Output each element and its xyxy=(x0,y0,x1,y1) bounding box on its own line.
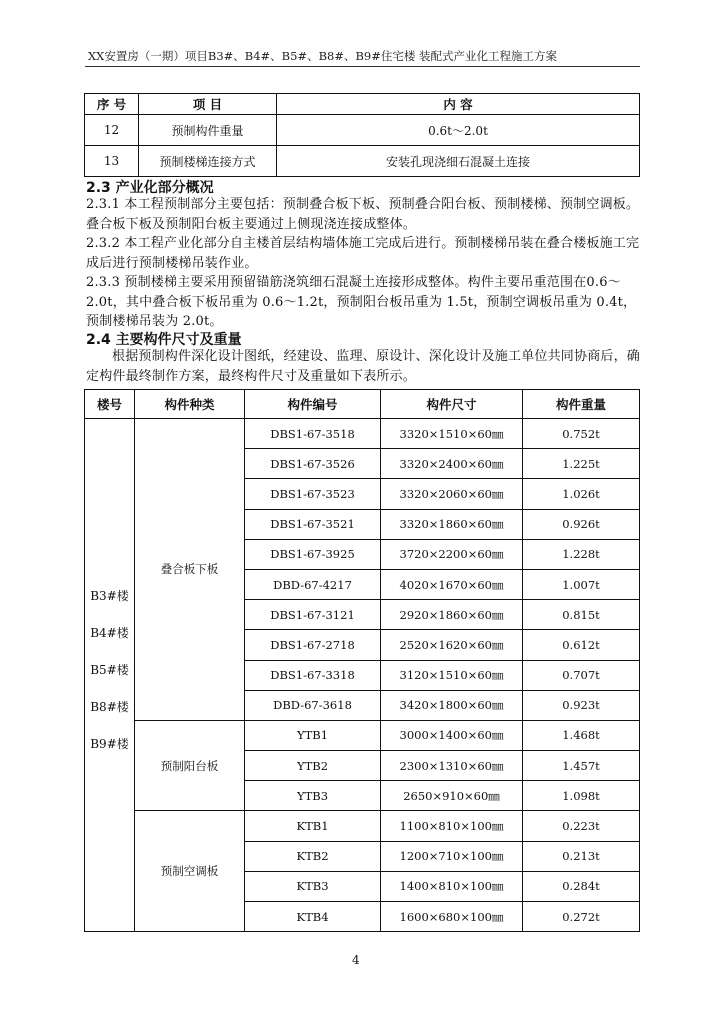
component-size-cell: 1600×680×100㎜ xyxy=(381,902,523,932)
component-size-cell: 3000×1400×60㎜ xyxy=(381,720,523,750)
table-cell: 12 xyxy=(85,115,139,146)
building-label: B9#楼 xyxy=(90,736,129,751)
component-weight-cell: 1.026t xyxy=(523,479,640,509)
component-code-cell: DBS1-67-3518 xyxy=(245,419,381,449)
component-weight-cell: 0.752t xyxy=(523,419,640,449)
component-weight-cell: 0.284t xyxy=(523,871,640,901)
component-weight-cell: 0.926t xyxy=(523,509,640,539)
column-header: 构件重量 xyxy=(523,390,640,419)
building-label: B8#楼 xyxy=(90,699,129,714)
component-size-cell: 2650×910×60㎜ xyxy=(381,781,523,811)
component-code-cell: KTB1 xyxy=(245,811,381,841)
component-type-cell: 预制阳台板 xyxy=(135,720,245,811)
column-header: 构件种类 xyxy=(135,390,245,419)
column-header: 内 容 xyxy=(277,94,640,115)
component-weight-cell: 0.612t xyxy=(523,630,640,660)
component-size-cell: 4020×1670×60㎜ xyxy=(381,569,523,599)
component-weight-cell: 0.272t xyxy=(523,902,640,932)
building-label: B5#楼 xyxy=(90,662,129,677)
table-row xyxy=(85,811,640,841)
component-weight-cell: 1.228t xyxy=(523,539,640,569)
section-heading: 2.3 产业化部分概况 xyxy=(86,180,214,196)
building-label: B3#楼 xyxy=(90,588,129,603)
component-weight-cell: 0.923t xyxy=(523,690,640,720)
column-header: 构件编号 xyxy=(245,390,381,419)
component-table xyxy=(84,389,640,932)
component-type-cell: 预制空调板 xyxy=(135,811,245,932)
component-size-cell: 2920×1860×60㎜ xyxy=(381,600,523,630)
component-code-cell: KTB2 xyxy=(245,841,381,871)
table-row xyxy=(85,115,640,146)
component-size-cell: 3120×1510×60㎜ xyxy=(381,660,523,690)
table-cell: 0.6t～2.0t xyxy=(277,115,640,146)
component-code-cell: DBD-67-4217 xyxy=(245,569,381,599)
component-size-cell: 2300×1310×60㎜ xyxy=(381,751,523,781)
component-code-cell: KTB3 xyxy=(245,871,381,901)
component-code-cell: DBD-67-3618 xyxy=(245,690,381,720)
component-weight-cell: 1.468t xyxy=(523,720,640,750)
paragraph: 2.3.3 预制楼梯主要采用预留锚筋浇筑细石混凝土连接形成整体。构件主要吊重范围在0.6～2.0t，其中叠合板下板吊重为 0.6～1.2t，预制阳台板吊重为 1.5t，预制空调板吊重为 0.4t，预制楼梯吊装为 2.0t。 xyxy=(86,275,637,329)
column-header: 楼号 xyxy=(85,390,135,419)
table-cell: 预制构件重量 xyxy=(139,115,277,146)
component-size-cell: 3720×2200×60㎜ xyxy=(381,539,523,569)
component-code-cell: DBS1-67-3925 xyxy=(245,539,381,569)
component-code-cell: DBS1-67-3523 xyxy=(245,479,381,509)
component-weight-cell: 0.223t xyxy=(523,811,640,841)
component-code-cell: DBS1-67-2718 xyxy=(245,630,381,660)
component-code-cell: DBS1-67-3121 xyxy=(245,600,381,630)
page-header: XX安置房（一期）项目B3#、B4#、B5#、B8#、B9#住宅楼 装配式产业化工程施工方案 xyxy=(88,49,558,63)
building-cell xyxy=(85,419,135,932)
table-row xyxy=(85,419,640,449)
section-heading: 2.4 主要构件尺寸及重量 xyxy=(86,332,242,348)
component-size-cell: 3320×1860×60㎜ xyxy=(381,509,523,539)
column-header: 项 目 xyxy=(139,94,277,115)
component-code-cell: DBS1-67-3521 xyxy=(245,509,381,539)
component-type-cell: 叠合板下板 xyxy=(135,419,245,721)
table-header-row xyxy=(85,94,640,115)
table-row xyxy=(85,146,640,177)
column-header: 序 号 xyxy=(85,94,139,115)
component-size-cell: 2520×1620×60㎜ xyxy=(381,630,523,660)
component-code-cell: DBS1-67-3526 xyxy=(245,449,381,479)
component-weight-cell: 0.213t xyxy=(523,841,640,871)
component-weight-cell: 1.007t xyxy=(523,569,640,599)
component-weight-cell: 1.098t xyxy=(523,781,640,811)
component-code-cell: YTB2 xyxy=(245,751,381,781)
component-size-cell: 3420×1800×60㎜ xyxy=(381,690,523,720)
component-size-cell: 3320×1510×60㎜ xyxy=(381,419,523,449)
table-row xyxy=(85,720,640,750)
building-label: B4#楼 xyxy=(90,625,129,640)
component-code-cell: KTB4 xyxy=(245,902,381,932)
component-size-cell: 3320×2400×60㎜ xyxy=(381,449,523,479)
component-weight-cell: 0.707t xyxy=(523,660,640,690)
table-cell: 预制楼梯连接方式 xyxy=(139,146,277,177)
component-code-cell: DBS1-67-3318 xyxy=(245,660,381,690)
component-weight-cell: 0.815t xyxy=(523,600,640,630)
page-number: 4 xyxy=(352,953,360,967)
paragraph: 根据预制构件深化设计图纸，经建设、监理、原设计、深化设计及施工单位共同协商后，确定构件最终制作方案，最终构件尺寸及重量如下表所示。 xyxy=(86,349,641,384)
component-weight-cell: 1.457t xyxy=(523,751,640,781)
column-header: 构件尺寸 xyxy=(381,390,523,419)
paragraph: 2.3.2 本工程产业化部分自主楼首层结构墙体施工完成后进行。预制楼梯吊装在叠合楼板施工完成后进行预制楼梯吊装作业。 xyxy=(86,236,640,271)
table-cell: 安装孔现浇细石混凝土连接 xyxy=(277,146,640,177)
project-info-table xyxy=(84,93,640,177)
component-size-cell: 3320×2060×60㎜ xyxy=(381,479,523,509)
component-weight-cell: 1.225t xyxy=(523,449,640,479)
header-divider xyxy=(85,66,640,67)
table-cell: 13 xyxy=(85,146,139,177)
table-header-row xyxy=(85,390,640,419)
component-size-cell: 1200×710×100㎜ xyxy=(381,841,523,871)
component-code-cell: YTB3 xyxy=(245,781,381,811)
component-code-cell: YTB1 xyxy=(245,720,381,750)
component-size-cell: 1400×810×100㎜ xyxy=(381,871,523,901)
paragraph: 2.3.1 本工程预制部分主要包括：预制叠合板下板、预制叠合阳台板、预制楼梯、预制空调板。叠合板下板及预制阳台板主要通过上侧现浇连接成整体。 xyxy=(86,197,640,232)
component-size-cell: 1100×810×100㎜ xyxy=(381,811,523,841)
